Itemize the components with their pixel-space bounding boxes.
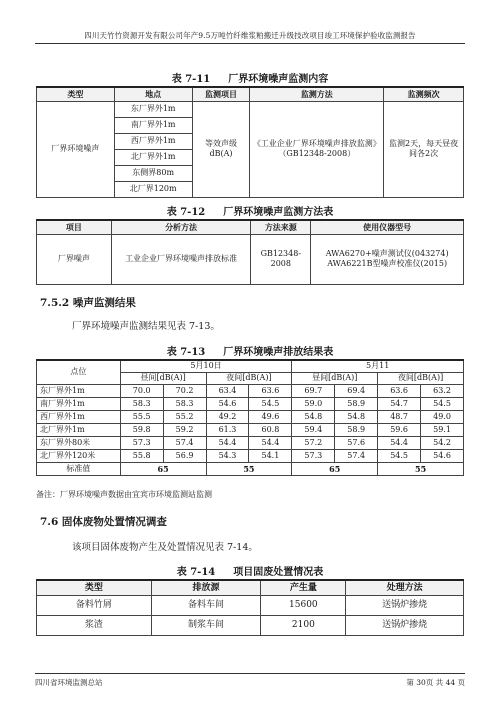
page-number: 第 30页 共 44 页	[406, 678, 465, 687]
table-row	[37, 397, 464, 410]
value-cell: 58.9	[335, 397, 378, 410]
value-cell: 59.1	[421, 423, 464, 436]
value-cell: 49.2	[206, 410, 249, 423]
day-header: 昼间[dB(A)]	[120, 372, 206, 384]
header-cell: 项目	[37, 220, 112, 234]
value-cell: 59.2	[163, 423, 206, 436]
value-cell: 54.6	[421, 449, 464, 462]
freq-cell: 监测2天，每天昼夜间各2次	[384, 101, 464, 197]
value-cell: 48.7	[378, 410, 421, 423]
value-cell: 54.6	[206, 397, 249, 410]
night-header: 夜间[dB(A)]	[206, 372, 292, 384]
caption-number: 表 7-11	[171, 74, 211, 85]
table-7-11	[36, 86, 464, 198]
header-cell: 类型	[37, 580, 152, 595]
value-cell: 54.7	[378, 397, 421, 410]
footer-org: 四川省环境监测总站	[35, 678, 103, 687]
value-cell: 57.4	[335, 449, 378, 462]
method-cell: 《工业企业厂界环境噪声排放监测》（GB12348-2008）	[250, 101, 384, 197]
value-cell: 55.2	[163, 410, 206, 423]
value-cell: 63.6	[249, 384, 292, 397]
value-cell: 55.5	[120, 410, 163, 423]
caption-title: 厂界环境噪声监测内容	[228, 74, 329, 85]
row-label: 东厂界外1m	[37, 384, 121, 397]
caption-number: 表 7-12	[166, 207, 206, 218]
method-cell: 工业企业厂界环境噪声排放标准	[111, 234, 251, 284]
date-header: 5月11	[292, 360, 464, 372]
value-cell: 57.6	[335, 436, 378, 449]
point-cell: 东厂界外1m	[114, 101, 192, 117]
table-7-11-caption	[35, 70, 465, 85]
value-cell: 49.6	[249, 410, 292, 423]
value-cell: 63.2	[421, 384, 464, 397]
caption-number: 表 7-14	[176, 567, 216, 578]
value-cell: 54.4	[378, 436, 421, 449]
page-footer	[35, 673, 465, 688]
value-cell: 54.2	[421, 436, 464, 449]
day-header: 昼间[dB(A)]	[292, 372, 378, 384]
waste-type-cell: 浆渣	[37, 615, 152, 635]
value-cell: 63.4	[206, 384, 249, 397]
night-header: 夜间[dB(A)]	[378, 372, 464, 384]
header-cell: 方法来源	[251, 220, 311, 234]
row-label: 南厂界外1m	[37, 397, 121, 410]
instrument-cell: AWA6270+噪声测试仪(043274) AWA6221B型噪声校准仪(2015)	[311, 234, 464, 284]
table-7-12-caption	[35, 203, 465, 218]
waste-source-cell: 制浆车间	[151, 615, 261, 635]
project-cell: 厂界噪声	[37, 234, 112, 284]
value-cell: 63.6	[378, 384, 421, 397]
row-label: 东厂界外80米	[37, 436, 121, 449]
table-7-14	[36, 579, 464, 636]
table-row	[37, 410, 464, 423]
header-cell: 监测频次	[384, 87, 464, 101]
waste-method-cell: 送锅炉掺烧	[346, 595, 464, 615]
waste-amount-cell: 2100	[261, 615, 346, 635]
type-cell: 厂界环境噪声	[37, 101, 115, 197]
value-cell: 58.9	[335, 423, 378, 436]
table-row	[37, 423, 464, 436]
value-cell: 58.3	[163, 397, 206, 410]
value-cell: 56.9	[163, 449, 206, 462]
table-7-14-caption	[35, 563, 465, 578]
value-cell: 59.6	[378, 423, 421, 436]
row-label: 北厂界外1m	[37, 423, 121, 436]
header-cell: 监测项目	[192, 87, 250, 101]
item-cell: 等效声级dB(A)	[192, 101, 250, 197]
waste-source-cell: 备料车间	[151, 595, 261, 615]
standard-value: 55	[378, 462, 464, 475]
value-cell: 54.5	[421, 397, 464, 410]
table-note: 备注：厂界环境噪声数据由宜宾市环境监测站监测	[36, 490, 212, 499]
row-label: 北厂界外120米	[37, 449, 121, 462]
header-cell: 监测方法	[250, 87, 384, 101]
value-cell: 54.8	[335, 410, 378, 423]
caption-title: 厂界环境噪声排放结果表	[223, 347, 334, 358]
value-cell: 54.3	[206, 449, 249, 462]
header-cell: 产生量	[261, 580, 346, 595]
value-cell: 49.0	[421, 410, 464, 423]
value-cell: 54.8	[292, 410, 335, 423]
value-cell: 69.7	[292, 384, 335, 397]
value-cell: 57.3	[120, 436, 163, 449]
value-cell: 54.5	[378, 449, 421, 462]
table-row	[37, 436, 464, 449]
caption-title: 厂界环境噪声监测方法表	[223, 207, 334, 218]
table-7-12	[36, 219, 464, 285]
source-cell: GB12348-2008	[251, 234, 311, 284]
waste-method-cell: 送锅炉掺烧	[346, 615, 464, 635]
header-cell: 处理方法	[346, 580, 464, 595]
header-cell: 类型	[37, 87, 115, 101]
value-cell: 57.4	[163, 436, 206, 449]
point-cell: 北厂界120m	[114, 181, 192, 197]
value-cell: 59.4	[292, 423, 335, 436]
paragraph-76: 该项目固体废物产生及处置情况见表 7-14。	[72, 542, 258, 553]
point-cell: 南厂界外1m	[114, 117, 192, 133]
value-cell: 54.1	[249, 449, 292, 462]
section-heading-752: 7.5.2 噪声监测结果	[40, 297, 136, 309]
table-row	[37, 449, 464, 462]
standard-label: 标准值	[37, 462, 121, 475]
value-cell: 59.8	[120, 423, 163, 436]
value-cell: 55.8	[120, 449, 163, 462]
standard-value: 65	[120, 462, 206, 475]
value-cell: 61.3	[206, 423, 249, 436]
header-cell: 地点	[114, 87, 192, 101]
table-row	[37, 384, 464, 397]
table-7-13-caption	[35, 343, 465, 358]
header-cell: 分析方法	[111, 220, 251, 234]
point-cell: 西厂界外1m	[114, 133, 192, 149]
value-cell: 69.4	[335, 384, 378, 397]
waste-amount-cell: 15600	[261, 595, 346, 615]
header-cell: 排放源	[151, 580, 261, 595]
value-cell: 57.2	[292, 436, 335, 449]
value-cell: 54.5	[249, 397, 292, 410]
date-header: 5月10日	[120, 360, 292, 372]
waste-type-cell: 备料竹屑	[37, 595, 152, 615]
point-cell: 东侧界80m	[114, 165, 192, 181]
caption-number: 表 7-13	[166, 347, 206, 358]
standard-value: 55	[206, 462, 292, 475]
value-cell: 70.0	[120, 384, 163, 397]
point-header: 点位	[37, 360, 121, 384]
value-cell: 57.3	[292, 449, 335, 462]
section-heading-76: 7.6 固体废物处置情况调查	[40, 516, 167, 528]
page-header: 四川天竹竹资源开发有限公司年产9.5万吨竹纤维浆粕搬迁升级技改项目竣工环境保护验收监测报告	[35, 30, 465, 44]
value-cell: 58.3	[120, 397, 163, 410]
value-cell: 60.8	[249, 423, 292, 436]
value-cell: 54.4	[206, 436, 249, 449]
caption-title: 项目固废处置情况表	[233, 567, 324, 578]
row-label: 西厂界外1m	[37, 410, 121, 423]
value-cell: 70.2	[163, 384, 206, 397]
standard-value: 65	[292, 462, 378, 475]
table-7-13	[36, 359, 464, 476]
value-cell: 59.0	[292, 397, 335, 410]
value-cell: 54.4	[249, 436, 292, 449]
paragraph-752: 厂界环境噪声监测结果见表 7-13。	[72, 321, 220, 332]
header-cell: 使用仪器型号	[311, 220, 464, 234]
point-cell: 北厂界外1m	[114, 149, 192, 165]
